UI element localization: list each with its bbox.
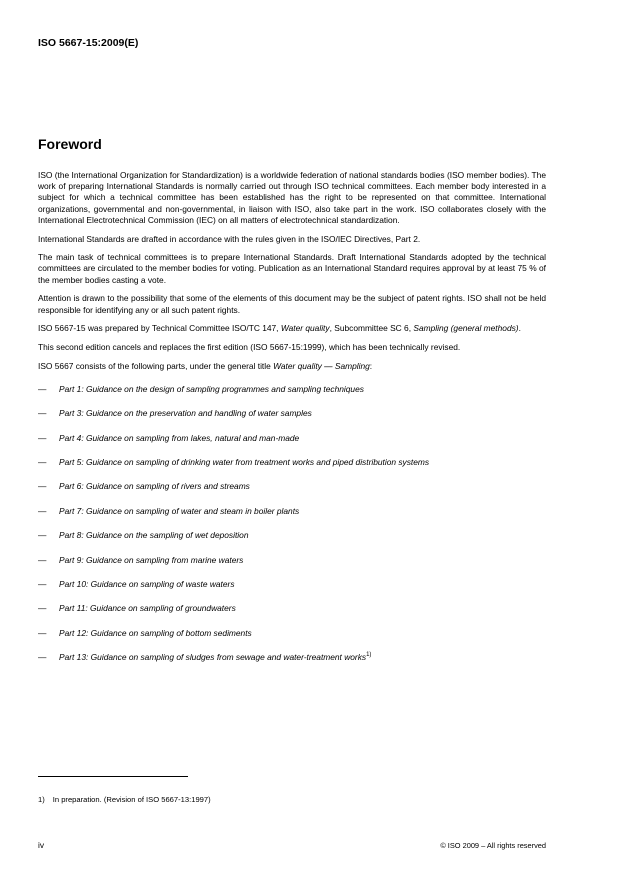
paragraph-directives: International Standards are drafted in accordance with the rules given in the ISO/IEC Directives, Part 2.: [38, 233, 421, 244]
dash-bullet: —: [38, 457, 47, 468]
footnote-text: In preparation. (Revision of ISO 5667-13:1997): [52, 795, 211, 804]
footnote: [38, 795, 211, 804]
dash-bullet: —: [38, 652, 47, 663]
list-item: [38, 652, 546, 663]
list-item: [38, 384, 546, 395]
paragraph-prepared-by: [38, 323, 546, 334]
list-item: [38, 555, 546, 566]
part-title: Part 6: Guidance on sampling of rivers and streams: [59, 481, 250, 492]
list-item: [38, 603, 546, 614]
text-run: :: [369, 360, 373, 371]
text-run: ISO 5667-15 was prepared by Technical Committee ISO/TC 147,: [38, 323, 281, 334]
italic-run: Water quality: [280, 323, 330, 334]
dash-bullet: —: [38, 554, 47, 565]
section-heading-foreword: Foreword: [38, 136, 102, 152]
paragraph-parts-intro: [38, 361, 546, 372]
part-title: Part 5: Guidance on sampling of drinking water from treatment works and piped distribution systems: [59, 457, 430, 468]
dash-bullet: —: [38, 530, 47, 541]
part-title: Part 1: Guidance on the design of sampling programmes and sampling techniques: [59, 383, 364, 394]
list-item: [38, 481, 546, 492]
dash-bullet: —: [38, 383, 47, 394]
page-number: iv: [38, 840, 45, 850]
text-run: ISO 5667 consists of the following parts, under the general title: [38, 360, 274, 371]
list-item: [38, 408, 546, 419]
footnote-reference[interactable]: 1): [366, 652, 372, 659]
paragraph-iso-federation: ISO (the International Organization for Standardization) is a worldwide federation of national standards bodies (ISO member bodies). The work of preparing International Standards is normally carried out through ISO technical committees. Each member body interested in a subject for which a technical committee has been established has the right to be represented on that committee. International organizations, governmental and non-governmental, in liaison with ISO, also take part in the work. ISO collaborates closely with the International Electrotechnical Commission (IEC) on all matters of electrotechnical standardization.: [38, 170, 546, 225]
dash-bullet: —: [38, 408, 47, 419]
italic-run: Sampling (general methods): [413, 323, 519, 334]
text-run: .: [518, 323, 521, 334]
document-id: ISO 5667-15:2009(E): [38, 37, 139, 49]
dash-bullet: —: [38, 627, 47, 638]
copyright-notice: © ISO 2009 – All rights reserved: [440, 841, 546, 850]
part-title: Part 7: Guidance on sampling of water and steam in boiler plants: [59, 505, 300, 516]
part-title: Part 9: Guidance on sampling from marine waters: [59, 554, 244, 565]
dash-bullet: —: [38, 603, 47, 614]
dash-bullet: —: [38, 481, 47, 492]
footnote-number: 1): [38, 795, 45, 804]
list-item: [38, 628, 546, 639]
text-run: , Subcommittee SC 6,: [329, 323, 414, 334]
part-title: Part 11: Guidance on sampling of groundwaters: [59, 603, 236, 614]
paragraph-committees: The main task of technical committees is to prepare International Standards. Draft International Standards adopted by the technical committees are circulated to the member bodies for voting. Publication as an International Standard requires approval by at least 75 % of the member bodies casting a vote.: [38, 252, 546, 285]
part-title: Part 8: Guidance on the sampling of wet deposition: [59, 530, 249, 541]
list-item: [38, 433, 546, 444]
part-title: Part 13: Guidance on sampling of sludges from sewage and water-treatment works: [59, 652, 367, 663]
list-item: [38, 506, 546, 517]
paragraph-patent-rights: Attention is drawn to the possibility that some of the elements of this document may be the subject of patent rights. ISO shall not be held responsible for identifying any or all such patent rights.: [38, 293, 546, 315]
italic-run: Water quality — Sampling: [273, 360, 370, 371]
parts-list: [38, 384, 546, 664]
part-title: Part 12: Guidance on sampling of bottom sediments: [59, 627, 252, 638]
list-item: [38, 579, 546, 590]
part-title: Part 10: Guidance on sampling of waste waters: [59, 578, 235, 589]
list-item: [38, 530, 546, 541]
dash-bullet: —: [38, 578, 47, 589]
part-title: Part 3: Guidance on the preservation and handling of water samples: [59, 408, 312, 419]
dash-bullet: —: [38, 432, 47, 443]
dash-bullet: —: [38, 505, 47, 516]
footnote-separator: [38, 776, 188, 777]
foreword-body: [38, 170, 546, 677]
part-title: Part 4: Guidance on sampling from lakes, natural and man-made: [59, 432, 300, 443]
list-item: [38, 457, 546, 468]
paragraph-edition: This second edition cancels and replaces the first edition (ISO 5667-15:1999), which has been technically revised.: [38, 341, 461, 352]
